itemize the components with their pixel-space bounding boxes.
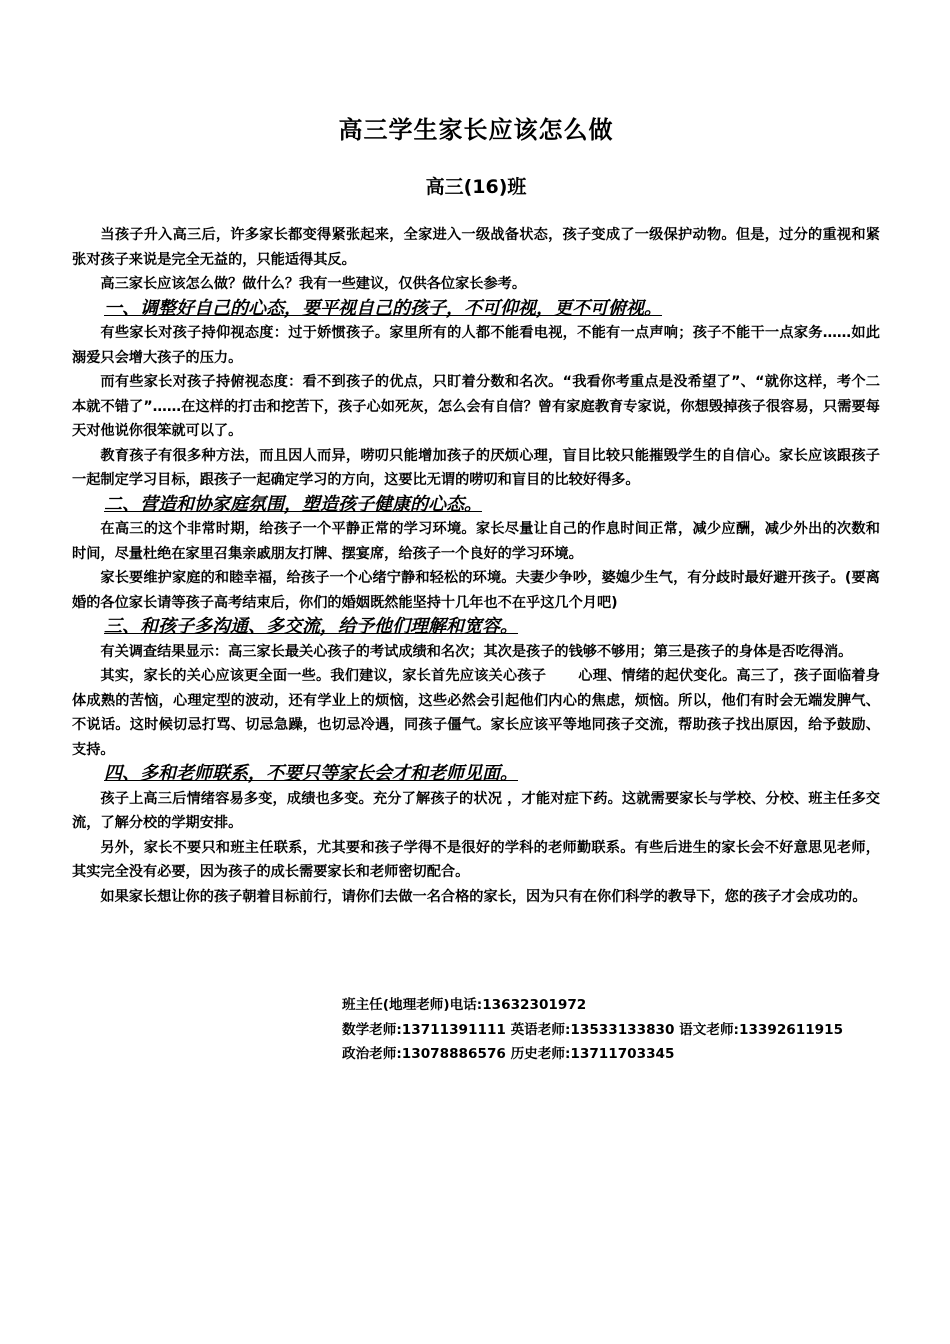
intro-paragraph: 当孩子升入高三后，许多家长都变得紧张起来，全家进入一级战备状态，孩子变成了一级保护动物。但是，过分的重视和紧张对孩子来说是完全无益的，只能适得其反。: [72, 227, 880, 268]
page-title: 高三学生家长应该怎么做: [338, 116, 614, 144]
paragraph-part: 心理、情绪的起伏变化。高三了，孩子面临着身体成熟的苦恼，心理定型的波动，还有学业上的烦恼，这些必然会引起他们内心的焦虑，烦恼。所以，他们有时会无端发脾气、不说话。这时候切忌打骂、切忌急躁，也切忌冷遇，同孩子僵气。家长应该平等地同孩子交流，帮助孩子找出原因，给予鼓励、支持。: [72, 668, 880, 758]
section-paragraph: [72, 664, 880, 762]
section-heading: 四、多和老师联系，不要只等家长会才和老师见面。: [104, 763, 518, 784]
section-paragraph: 有些家长对孩子持仰视态度：过于娇惯孩子。家里所有的人都不能看电视，不能有一点声响；孩子不能干一点家务……如此溺爱只会增大孩子的压力。: [72, 325, 880, 366]
contact-line: 数学老师:13711391111 英语老师:13533133830 语文老师:13392611915: [342, 1021, 844, 1038]
section-paragraph: 而有些家长对孩子持俯视态度：看不到孩子的优点，只盯着分数和名次。“我看你考重点是没希望了”、“就你这样，考个二本就不错了”……在这样的打击和挖苦下，孩子心如死灰，怎么会有自信？曾有家庭教育专家说，你想毁掉孩子很容易，只需要每天对他说你很笨就可以了。: [72, 374, 880, 439]
contact-line: 班主任(地理老师)电话:13632301972: [342, 997, 587, 1013]
section-paragraph: 教育孩子有很多种方法，而且因人而异，唠叨只能增加孩子的厌烦心理，盲目比较只能摧毁学生的自信心。家长应该跟孩子一起制定学习目标，跟孩子一起确定学习的方向，这要比无谓的唠叨和盲目的比较好得多。: [72, 447, 880, 488]
section-paragraph: 如果家长想让你的孩子朝着目标前行，请你们去做一名合格的家长，因为只有在你们科学的教导下，您的孩子才会成功的。: [100, 888, 867, 905]
section-heading: 二、营造和协家庭氛围，塑造孩子健康的心态。: [104, 493, 482, 515]
section-heading: 一、调整好自己的心态，要平视自己的孩子，不可仰视，更不可俯视。: [104, 297, 662, 319]
intro-paragraph: 高三家长应该怎么做？做什么？我有一些建议，仅供各位家长参考。: [100, 276, 527, 292]
class-subtitle: 高三(16)班: [425, 176, 527, 198]
section-paragraph: 家长要维护家庭的和睦幸福，给孩子一个心绪宁静和轻松的环境。夫妻少争吵，婆媳少生气，有分歧时最好避开孩子。(要离婚的各位家长请等孩子高考结束后，你们的婚姻既然能坚持十几年也不在乎这几个月吧): [72, 570, 880, 611]
section-paragraph: 孩子上高三后情绪容易多变，成绩也多变。充分了解孩子的状况 ，才能对症下药。这就需要家长与学校、分校、班主任多交流，了解分校的学期安排。: [72, 790, 880, 831]
section-paragraph: 有关调查结果显示：高三家长最关心孩子的考试成绩和名次；其次是孩子的钱够不够用；第三是孩子的身体是否吃得消。: [100, 643, 853, 660]
section-paragraph: 在高三的这个非常时期，给孩子一个平静正常的学习环境。家长尽量让自己的作息时间正常，减少应酬，减少外出的次数和时间，尽量杜绝在家里召集亲戚朋友打牌、摆宴席，给孩子一个良好的学习环境。: [72, 521, 880, 562]
article-body: [72, 223, 880, 909]
section-paragraph: 另外，家长不要只和班主任联系，尤其要和孩子学得不是很好的学科的老师勤联系。有些后进生的家长会不好意思见老师，其实完全没有必要，因为孩子的成长需要家长和老师密切配合。: [72, 839, 880, 880]
section-heading: 三、和孩子多沟通、多交流，给予他们理解和宽容。: [104, 616, 518, 637]
paragraph-part: 其实，家长的关心应该更全面一些。我们建议，家长首先应该关心孩子: [100, 668, 547, 684]
teacher-contacts: [342, 993, 843, 1067]
contact-line: 政治老师:13078886576 历史老师:13711703345: [342, 1046, 675, 1062]
